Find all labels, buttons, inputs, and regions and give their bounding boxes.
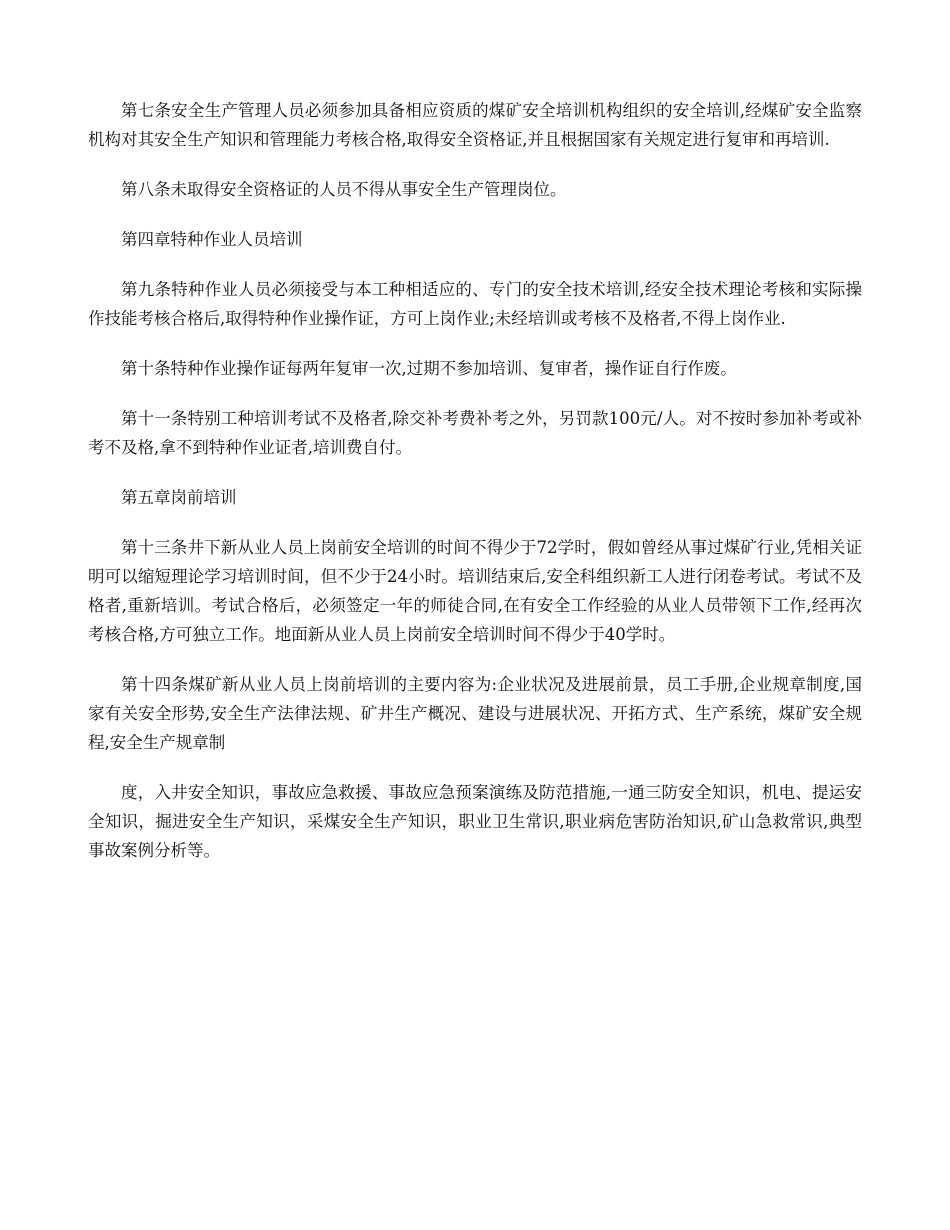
article-7-paragraph: 第七条安全生产管理人员必须参加具备相应资质的煤矿安全培训机构组织的安全培训,经煤矿安全监察机构对其安全生产知识和管理能力考核合格,取得安全资格证,并且根据国家有关规定进行复审和再培训.	[88, 101, 862, 149]
article-14-paragraph: 第十四条煤矿新从业人员上岗前培训的主要内容为:企业状况及进展前景，员工手册,企业规章制度,国家有关安全形势,安全生产法律法规、矿井生产概况、建设与进展状况、开拓方式、生产系统，煤矿安全规程,安全生产规章制	[88, 675, 862, 752]
article-9-paragraph: 第九条特种作业人员必须接受与本工种相适应的、专门的安全技术培训,经安全技术理论考核和实际操作技能考核合格后,取得特种作业操作证，方可上岗作业;未经培训或考核不及格者,不得上岗作业.	[88, 280, 862, 328]
article-10-paragraph: 第十条特种作业操作证每两年复审一次,过期不参加培训、复审者，操作证自行作废。	[121, 359, 737, 378]
article-14-continuation: 度，入井安全知识，事故应急救援、事故应急预案演练及防范措施,一通三防安全知识，机电、提运安全知识，掘进安全生产知识，采煤安全生产知识，职业卫生常识,职业病危害防治知识,矿山急救常识,典型事故案例分析等。	[88, 783, 862, 860]
article-11-paragraph: 第十一条特别工种培训考试不及格者,除交补考费补考之外，另罚款100元/人。对不按时参加补考或补考不及格,拿不到特种作业证者,培训费自付。	[88, 409, 862, 457]
document-page	[88, 96, 862, 886]
chapter-4-heading: 第四章特种作业人员培训	[121, 230, 303, 249]
article-13-paragraph: 第十三条井下新从业人员上岗前安全培训的时间不得少于72学时，假如曾经从事过煤矿行业,凭相关证明可以缩短理论学习培训时间，但不少于24小时。培训结束后,安全科组织新工人进行闭卷考试。考试不及格者,重新培训。考试合格后，必须签定一年的师徒合同,在有安全工作经验的从业人员带领下工作,经再次考核合格,方可独立工作。地面新从业人员上岗前安全培训时间不得少于40学时。	[88, 538, 862, 644]
chapter-5-heading: 第五章岗前培训	[121, 488, 237, 507]
article-8-paragraph: 第八条未取得安全资格证的人员不得从事安全生产管理岗位。	[121, 180, 567, 199]
